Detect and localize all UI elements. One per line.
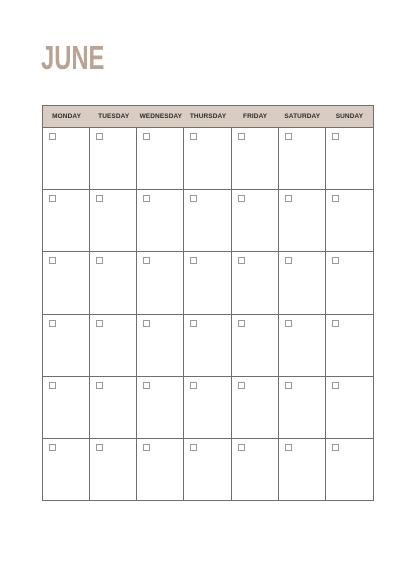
day-cell[interactable]: [43, 377, 90, 439]
day-cell[interactable]: [279, 190, 326, 252]
day-cell[interactable]: [184, 315, 231, 377]
day-cell[interactable]: [137, 128, 184, 190]
day-checkbox[interactable]: [238, 195, 245, 202]
month-title: JUNE: [41, 39, 105, 76]
day-checkbox[interactable]: [96, 133, 103, 140]
day-checkbox[interactable]: [96, 320, 103, 327]
weekday-label: SATURDAY: [284, 113, 321, 120]
day-checkbox[interactable]: [49, 382, 56, 389]
day-cell[interactable]: [232, 190, 279, 252]
day-cell[interactable]: [137, 439, 184, 501]
day-checkbox[interactable]: [96, 195, 103, 202]
day-checkbox[interactable]: [332, 382, 339, 389]
day-checkbox[interactable]: [143, 382, 150, 389]
day-checkbox[interactable]: [190, 195, 197, 202]
day-grid: [43, 128, 373, 501]
day-checkbox[interactable]: [190, 133, 197, 140]
day-cell[interactable]: [279, 377, 326, 439]
day-checkbox[interactable]: [49, 320, 56, 327]
weekday-label: MONDAY: [52, 113, 82, 120]
day-cell[interactable]: [326, 377, 373, 439]
day-checkbox[interactable]: [285, 320, 292, 327]
day-checkbox[interactable]: [143, 444, 150, 451]
day-cell[interactable]: [232, 128, 279, 190]
day-cell[interactable]: [43, 190, 90, 252]
day-cell[interactable]: [184, 377, 231, 439]
day-cell[interactable]: [184, 439, 231, 501]
day-cell[interactable]: [90, 190, 137, 252]
weekday-label: WEDNESDAY: [139, 113, 183, 120]
day-cell[interactable]: [279, 252, 326, 314]
day-checkbox[interactable]: [96, 444, 103, 451]
day-cell[interactable]: [184, 190, 231, 252]
day-cell[interactable]: [43, 315, 90, 377]
day-checkbox[interactable]: [143, 195, 150, 202]
day-cell[interactable]: [232, 377, 279, 439]
day-cell[interactable]: [232, 315, 279, 377]
weekday-header: [43, 106, 373, 128]
day-cell[interactable]: [90, 439, 137, 501]
day-checkbox[interactable]: [285, 257, 292, 264]
day-cell[interactable]: [137, 315, 184, 377]
day-checkbox[interactable]: [238, 382, 245, 389]
day-cell[interactable]: [184, 252, 231, 314]
day-cell[interactable]: [326, 439, 373, 501]
day-cell[interactable]: [326, 190, 373, 252]
day-cell[interactable]: [90, 252, 137, 314]
weekday-label: TUESDAY: [98, 113, 130, 120]
weekday-label: SUNDAY: [335, 113, 364, 120]
day-cell[interactable]: [279, 439, 326, 501]
day-checkbox[interactable]: [190, 320, 197, 327]
day-cell[interactable]: [137, 190, 184, 252]
day-checkbox[interactable]: [285, 133, 292, 140]
day-checkbox[interactable]: [49, 195, 56, 202]
day-cell[interactable]: [184, 128, 231, 190]
day-checkbox[interactable]: [332, 195, 339, 202]
day-checkbox[interactable]: [238, 133, 245, 140]
day-cell[interactable]: [232, 439, 279, 501]
day-cell[interactable]: [279, 315, 326, 377]
day-checkbox[interactable]: [285, 195, 292, 202]
day-checkbox[interactable]: [285, 444, 292, 451]
day-checkbox[interactable]: [238, 444, 245, 451]
day-cell[interactable]: [326, 315, 373, 377]
day-checkbox[interactable]: [332, 133, 339, 140]
weekday-label: FRIDAY: [243, 113, 268, 120]
day-checkbox[interactable]: [96, 257, 103, 264]
day-checkbox[interactable]: [49, 257, 56, 264]
weekday-label: THURSDAY: [189, 113, 227, 120]
day-checkbox[interactable]: [143, 320, 150, 327]
day-checkbox[interactable]: [332, 320, 339, 327]
day-checkbox[interactable]: [190, 382, 197, 389]
day-checkbox[interactable]: [332, 257, 339, 264]
day-checkbox[interactable]: [96, 382, 103, 389]
day-checkbox[interactable]: [238, 320, 245, 327]
day-checkbox[interactable]: [143, 257, 150, 264]
day-cell[interactable]: [90, 128, 137, 190]
day-cell[interactable]: [43, 252, 90, 314]
day-checkbox[interactable]: [238, 257, 245, 264]
day-cell[interactable]: [232, 252, 279, 314]
day-cell[interactable]: [43, 439, 90, 501]
day-cell[interactable]: [326, 252, 373, 314]
day-cell[interactable]: [137, 377, 184, 439]
day-checkbox[interactable]: [285, 382, 292, 389]
day-cell[interactable]: [326, 128, 373, 190]
calendar-grid: [42, 105, 374, 501]
day-checkbox[interactable]: [49, 133, 56, 140]
day-cell[interactable]: [90, 377, 137, 439]
day-cell[interactable]: [137, 252, 184, 314]
day-cell[interactable]: [43, 128, 90, 190]
day-checkbox[interactable]: [49, 444, 56, 451]
day-cell[interactable]: [90, 315, 137, 377]
day-checkbox[interactable]: [190, 257, 197, 264]
day-checkbox[interactable]: [190, 444, 197, 451]
day-checkbox[interactable]: [332, 444, 339, 451]
day-checkbox[interactable]: [143, 133, 150, 140]
day-cell[interactable]: [279, 128, 326, 190]
